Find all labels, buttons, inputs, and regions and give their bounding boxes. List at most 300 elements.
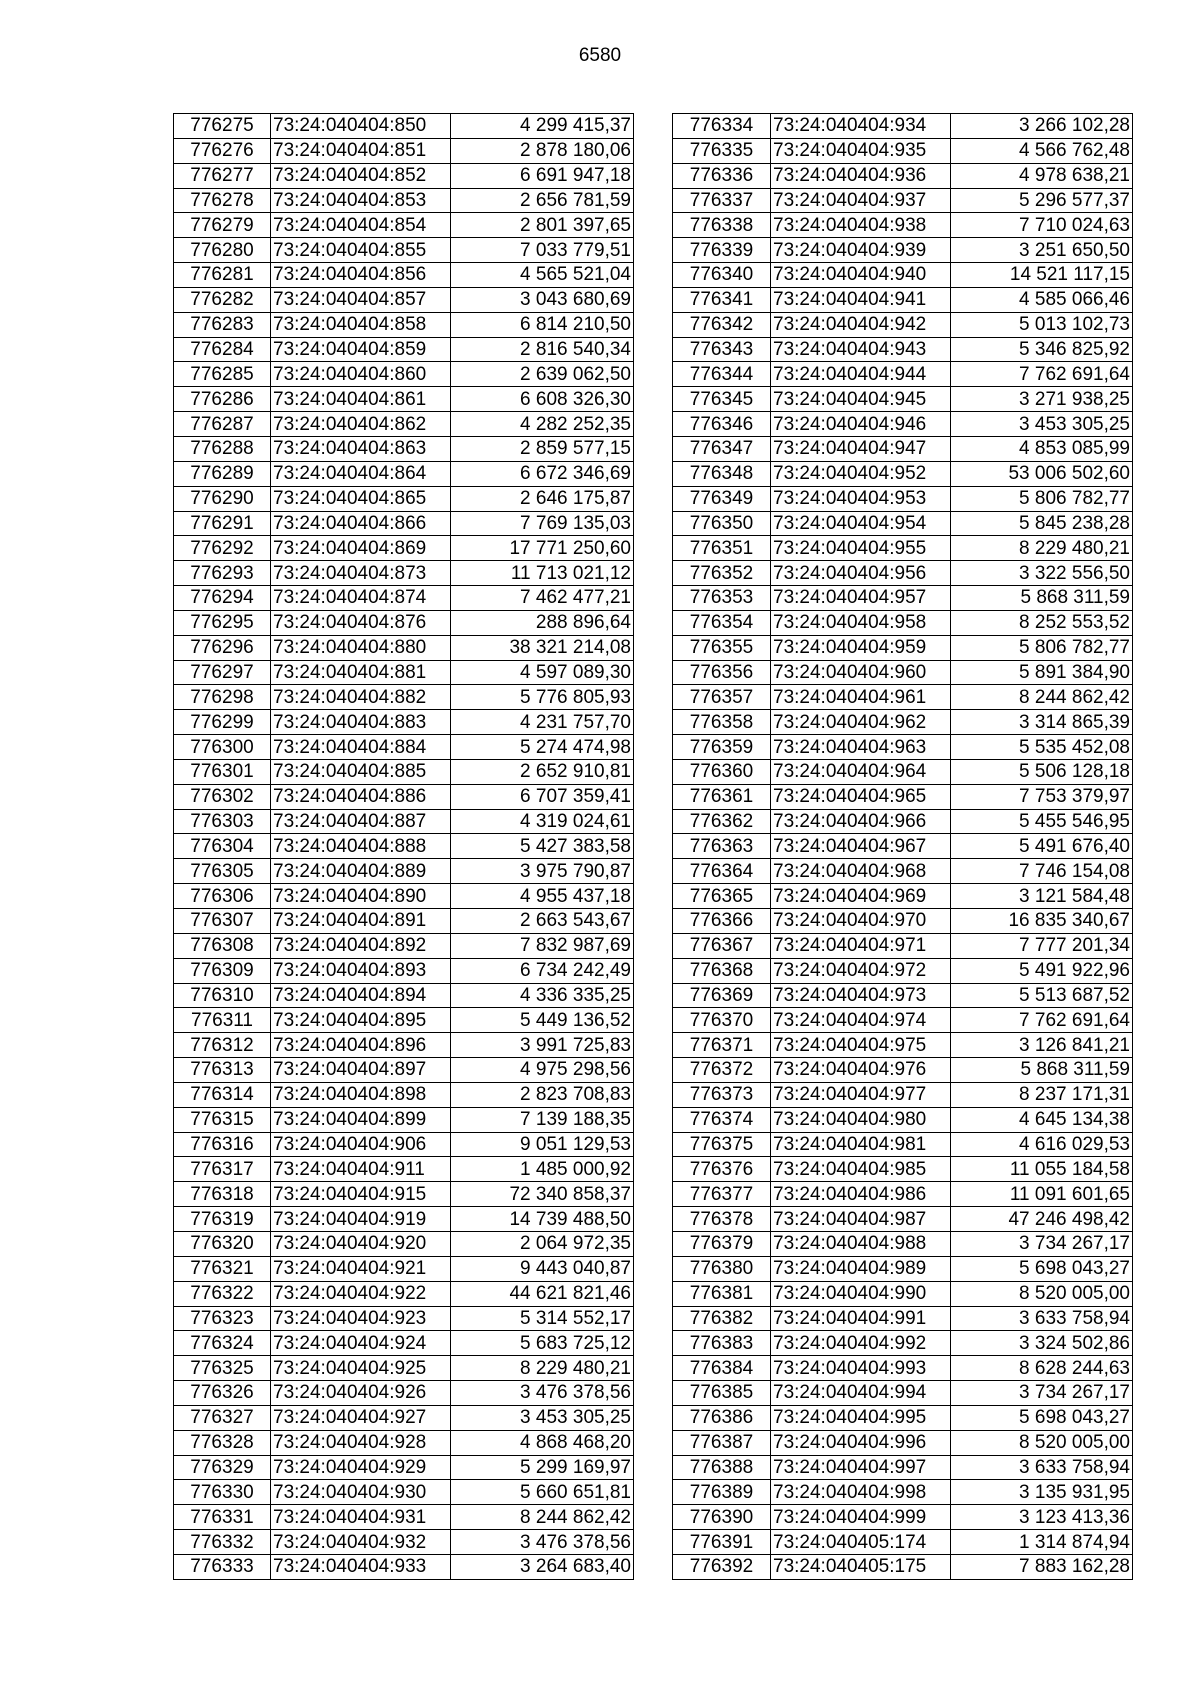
row-number-cell: 776374 (673, 1107, 771, 1132)
value-cell: 4 299 415,37 (451, 114, 634, 139)
cadastral-number-cell: 73:24:040404:960 (771, 660, 951, 685)
value-cell: 2 663 543,67 (451, 909, 634, 934)
table-row (174, 1058, 634, 1083)
value-cell: 4 978 638,21 (951, 163, 1133, 188)
value-cell: 8 520 005,00 (951, 1430, 1133, 1455)
table-row (673, 1082, 1133, 1107)
row-number-cell: 776283 (174, 312, 271, 337)
row-number-cell: 776277 (174, 163, 271, 188)
cadastral-number-cell: 73:24:040404:932 (271, 1530, 451, 1555)
table-row (174, 834, 634, 859)
table-row (673, 909, 1133, 934)
value-cell: 5 845 238,28 (951, 511, 1133, 536)
cadastral-number-cell: 73:24:040404:974 (771, 1008, 951, 1033)
cadastral-number-cell: 73:24:040404:945 (771, 387, 951, 412)
table-row (673, 1256, 1133, 1281)
value-cell: 5 013 102,73 (951, 312, 1133, 337)
table-row (673, 1306, 1133, 1331)
cadastral-number-cell: 73:24:040404:921 (271, 1256, 451, 1281)
row-number-cell: 776298 (174, 685, 271, 710)
value-cell: 14 739 488,50 (451, 1207, 634, 1232)
row-number-cell: 776353 (673, 586, 771, 611)
value-cell: 3 975 790,87 (451, 859, 634, 884)
table-row (673, 387, 1133, 412)
row-number-cell: 776284 (174, 337, 271, 362)
cadastral-number-cell: 73:24:040404:915 (271, 1182, 451, 1207)
cadastral-number-cell: 73:24:040404:887 (271, 809, 451, 834)
table-row (673, 1554, 1133, 1579)
table-row (673, 933, 1133, 958)
page-number: 6580 (578, 45, 622, 66)
table-row (673, 1033, 1133, 1058)
row-number-cell: 776306 (174, 884, 271, 909)
row-number-cell: 776388 (673, 1455, 771, 1480)
table-row (673, 1505, 1133, 1530)
value-cell: 1 314 874,94 (951, 1530, 1133, 1555)
value-cell: 16 835 340,67 (951, 909, 1133, 934)
table-row (174, 1381, 634, 1406)
table-row (673, 312, 1133, 337)
cadastral-number-cell: 73:24:040404:997 (771, 1455, 951, 1480)
table-row (174, 1207, 634, 1232)
table-row (174, 759, 634, 784)
table-row (673, 461, 1133, 486)
value-cell: 5 455 546,95 (951, 809, 1133, 834)
value-cell: 3 453 305,25 (451, 1405, 634, 1430)
row-number-cell: 776346 (673, 412, 771, 437)
table-row (673, 1207, 1133, 1232)
value-cell: 2 801 397,65 (451, 213, 634, 238)
row-number-cell: 776308 (174, 933, 271, 958)
row-number-cell: 776357 (673, 685, 771, 710)
cadastral-number-cell: 73:24:040404:853 (271, 188, 451, 213)
row-number-cell: 776382 (673, 1306, 771, 1331)
value-cell: 3 324 502,86 (951, 1331, 1133, 1356)
table-row (174, 1430, 634, 1455)
cadastral-number-cell: 73:24:040404:940 (771, 263, 951, 288)
table-row (174, 511, 634, 536)
value-cell: 5 806 782,77 (951, 486, 1133, 511)
value-cell: 44 621 821,46 (451, 1281, 634, 1306)
table-row (174, 909, 634, 934)
table-row (174, 387, 634, 412)
row-number-cell: 776279 (174, 213, 271, 238)
row-number-cell: 776336 (673, 163, 771, 188)
table-row (174, 735, 634, 760)
row-number-cell: 776278 (174, 188, 271, 213)
cadastral-number-cell: 73:24:040404:925 (271, 1356, 451, 1381)
cadastral-number-cell: 73:24:040404:976 (771, 1058, 951, 1083)
value-cell: 1 485 000,92 (451, 1157, 634, 1182)
table-row (673, 163, 1133, 188)
cadastral-number-cell: 73:24:040404:934 (771, 114, 951, 139)
cadastral-number-cell: 73:24:040404:895 (271, 1008, 451, 1033)
cadastral-number-cell: 73:24:040404:858 (271, 312, 451, 337)
table-row (174, 1306, 634, 1331)
cadastral-number-cell: 73:24:040404:981 (771, 1132, 951, 1157)
value-cell: 5 535 452,08 (951, 735, 1133, 760)
value-cell: 7 832 987,69 (451, 933, 634, 958)
table-row (174, 1182, 634, 1207)
value-cell: 14 521 117,15 (951, 263, 1133, 288)
cadastral-number-cell: 73:24:040404:959 (771, 635, 951, 660)
cadastral-number-cell: 73:24:040404:880 (271, 635, 451, 660)
value-cell: 3 043 680,69 (451, 287, 634, 312)
table-row (174, 685, 634, 710)
value-cell: 11 713 021,12 (451, 561, 634, 586)
cadastral-number-cell: 73:24:040404:966 (771, 809, 951, 834)
cadastral-number-cell: 73:24:040404:864 (271, 461, 451, 486)
cadastral-number-cell: 73:24:040404:881 (271, 660, 451, 685)
table-row (174, 287, 634, 312)
table-row (673, 412, 1133, 437)
table-row (174, 1356, 634, 1381)
cadastral-number-cell: 73:24:040404:963 (771, 735, 951, 760)
value-cell: 11 091 601,65 (951, 1182, 1133, 1207)
table-row (174, 412, 634, 437)
cadastral-number-cell: 73:24:040404:980 (771, 1107, 951, 1132)
cadastral-number-cell: 73:24:040404:947 (771, 436, 951, 461)
table-row (673, 1231, 1133, 1256)
value-cell: 2 816 540,34 (451, 337, 634, 362)
value-cell: 5 660 651,81 (451, 1480, 634, 1505)
row-number-cell: 776285 (174, 362, 271, 387)
cadastral-number-cell: 73:24:040404:946 (771, 412, 951, 437)
row-number-cell: 776335 (673, 138, 771, 163)
table-row (174, 983, 634, 1008)
value-cell: 3 121 584,48 (951, 884, 1133, 909)
row-number-cell: 776390 (673, 1505, 771, 1530)
value-cell: 8 252 553,52 (951, 610, 1133, 635)
value-cell: 6 734 242,49 (451, 958, 634, 983)
row-number-cell: 776355 (673, 635, 771, 660)
row-number-cell: 776287 (174, 412, 271, 437)
table-row (174, 884, 634, 909)
row-number-cell: 776360 (673, 759, 771, 784)
cadastral-number-cell: 73:24:040404:991 (771, 1306, 951, 1331)
value-cell: 6 672 346,69 (451, 461, 634, 486)
table-row (174, 1157, 634, 1182)
row-number-cell: 776381 (673, 1281, 771, 1306)
cadastral-number-cell: 73:24:040404:896 (271, 1033, 451, 1058)
row-number-cell: 776366 (673, 909, 771, 934)
row-number-cell: 776295 (174, 610, 271, 635)
value-cell: 3 476 378,56 (451, 1381, 634, 1406)
row-number-cell: 776291 (174, 511, 271, 536)
value-cell: 8 244 862,42 (951, 685, 1133, 710)
cadastral-number-cell: 73:24:040404:884 (271, 735, 451, 760)
table-row (174, 1530, 634, 1555)
value-cell: 53 006 502,60 (951, 461, 1133, 486)
row-number-cell: 776358 (673, 710, 771, 735)
row-number-cell: 776328 (174, 1430, 271, 1455)
value-cell: 5 513 687,52 (951, 983, 1133, 1008)
value-cell: 5 506 128,18 (951, 759, 1133, 784)
value-cell: 3 322 556,50 (951, 561, 1133, 586)
table-row (673, 486, 1133, 511)
value-cell: 3 633 758,94 (951, 1306, 1133, 1331)
registry-table-body (174, 114, 634, 1580)
table-row (174, 561, 634, 586)
row-number-cell: 776380 (673, 1256, 771, 1281)
cadastral-number-cell: 73:24:040405:175 (771, 1554, 951, 1579)
table-row (174, 1455, 634, 1480)
value-cell: 3 476 378,56 (451, 1530, 634, 1555)
value-cell: 5 776 805,93 (451, 685, 634, 710)
value-cell: 2 652 910,81 (451, 759, 634, 784)
cadastral-number-cell: 73:24:040404:988 (771, 1231, 951, 1256)
cadastral-number-cell: 73:24:040404:890 (271, 884, 451, 909)
row-number-cell: 776367 (673, 933, 771, 958)
row-number-cell: 776338 (673, 213, 771, 238)
table-row (174, 188, 634, 213)
row-number-cell: 776297 (174, 660, 271, 685)
cadastral-number-cell: 73:24:040404:861 (271, 387, 451, 412)
table-row (673, 337, 1133, 362)
value-cell: 2 859 577,15 (451, 436, 634, 461)
value-cell: 47 246 498,42 (951, 1207, 1133, 1232)
table-row (673, 436, 1133, 461)
cadastral-number-cell: 73:24:040404:899 (271, 1107, 451, 1132)
cadastral-number-cell: 73:24:040404:860 (271, 362, 451, 387)
cadastral-number-cell: 73:24:040404:952 (771, 461, 951, 486)
cadastral-number-cell: 73:24:040404:856 (271, 263, 451, 288)
value-cell: 3 991 725,83 (451, 1033, 634, 1058)
value-cell: 9 051 129,53 (451, 1132, 634, 1157)
value-cell: 17 771 250,60 (451, 536, 634, 561)
table-row (174, 138, 634, 163)
table-row (673, 1058, 1133, 1083)
table-row (673, 263, 1133, 288)
cadastral-number-cell: 73:24:040404:906 (271, 1132, 451, 1157)
value-cell: 5 274 474,98 (451, 735, 634, 760)
row-number-cell: 776330 (174, 1480, 271, 1505)
cadastral-number-cell: 73:24:040404:874 (271, 586, 451, 611)
table-row (174, 163, 634, 188)
value-cell: 4 853 085,99 (951, 436, 1133, 461)
value-cell: 7 769 135,03 (451, 511, 634, 536)
row-number-cell: 776386 (673, 1405, 771, 1430)
value-cell: 4 597 089,30 (451, 660, 634, 685)
table-row (673, 710, 1133, 735)
value-cell: 5 868 311,59 (951, 1058, 1133, 1083)
row-number-cell: 776309 (174, 958, 271, 983)
row-number-cell: 776282 (174, 287, 271, 312)
value-cell: 72 340 858,37 (451, 1182, 634, 1207)
value-cell: 3 734 267,17 (951, 1231, 1133, 1256)
row-number-cell: 776331 (174, 1505, 271, 1530)
table-row (673, 586, 1133, 611)
row-number-cell: 776304 (174, 834, 271, 859)
value-cell: 8 628 244,63 (951, 1356, 1133, 1381)
cadastral-number-cell: 73:24:040404:927 (271, 1405, 451, 1430)
row-number-cell: 776312 (174, 1033, 271, 1058)
value-cell: 3 126 841,21 (951, 1033, 1133, 1058)
value-cell: 3 135 931,95 (951, 1480, 1133, 1505)
row-number-cell: 776319 (174, 1207, 271, 1232)
row-number-cell: 776288 (174, 436, 271, 461)
row-number-cell: 776334 (673, 114, 771, 139)
table-row (673, 114, 1133, 139)
table-row (673, 1157, 1133, 1182)
value-cell: 6 691 947,18 (451, 163, 634, 188)
value-cell: 9 443 040,87 (451, 1256, 634, 1281)
row-number-cell: 776333 (174, 1554, 271, 1579)
value-cell: 8 244 862,42 (451, 1505, 634, 1530)
cadastral-number-cell: 73:24:040404:930 (271, 1480, 451, 1505)
cadastral-number-cell: 73:24:040404:926 (271, 1381, 451, 1406)
cadastral-number-cell: 73:24:040404:973 (771, 983, 951, 1008)
row-number-cell: 776329 (174, 1455, 271, 1480)
cadastral-number-cell: 73:24:040404:928 (271, 1430, 451, 1455)
cadastral-number-cell: 73:24:040404:977 (771, 1082, 951, 1107)
cadastral-number-cell: 73:24:040404:857 (271, 287, 451, 312)
row-number-cell: 776392 (673, 1554, 771, 1579)
cadastral-number-cell: 73:24:040404:885 (271, 759, 451, 784)
table-row (673, 1405, 1133, 1430)
cadastral-number-cell: 73:24:040404:985 (771, 1157, 951, 1182)
row-number-cell: 776351 (673, 536, 771, 561)
row-number-cell: 776289 (174, 461, 271, 486)
table-row (174, 1480, 634, 1505)
table-row (174, 660, 634, 685)
row-number-cell: 776365 (673, 884, 771, 909)
value-cell: 6 608 326,30 (451, 387, 634, 412)
row-number-cell: 776384 (673, 1356, 771, 1381)
row-number-cell: 776369 (673, 983, 771, 1008)
table-row (673, 1132, 1133, 1157)
value-cell: 7 033 779,51 (451, 238, 634, 263)
cadastral-number-cell: 73:24:040404:863 (271, 436, 451, 461)
value-cell: 7 777 201,34 (951, 933, 1133, 958)
row-number-cell: 776352 (673, 561, 771, 586)
table-row (673, 834, 1133, 859)
table-row (174, 809, 634, 834)
table-row (673, 735, 1133, 760)
table-row (174, 337, 634, 362)
cadastral-number-cell: 73:24:040404:922 (271, 1281, 451, 1306)
cadastral-number-cell: 73:24:040404:852 (271, 163, 451, 188)
row-number-cell: 776362 (673, 809, 771, 834)
row-number-cell: 776344 (673, 362, 771, 387)
value-cell: 4 975 298,56 (451, 1058, 634, 1083)
row-number-cell: 776300 (174, 735, 271, 760)
value-cell: 5 491 676,40 (951, 834, 1133, 859)
table-row (673, 958, 1133, 983)
table-row (673, 138, 1133, 163)
row-number-cell: 776341 (673, 287, 771, 312)
cadastral-number-cell: 73:24:040404:865 (271, 486, 451, 511)
cadastral-number-cell: 73:24:040404:882 (271, 685, 451, 710)
table-row (174, 312, 634, 337)
cadastral-number-cell: 73:24:040404:958 (771, 610, 951, 635)
table-row (673, 188, 1133, 213)
cadastral-number-cell: 73:24:040404:970 (771, 909, 951, 934)
row-number-cell: 776370 (673, 1008, 771, 1033)
value-cell: 3 251 650,50 (951, 238, 1133, 263)
row-number-cell: 776342 (673, 312, 771, 337)
table-row (673, 511, 1133, 536)
cadastral-number-cell: 73:24:040404:957 (771, 586, 951, 611)
cadastral-number-cell: 73:24:040405:174 (771, 1530, 951, 1555)
table-row (673, 1281, 1133, 1306)
row-number-cell: 776339 (673, 238, 771, 263)
value-cell: 288 896,64 (451, 610, 634, 635)
cadastral-number-cell: 73:24:040404:989 (771, 1256, 951, 1281)
table-row (174, 586, 634, 611)
cadastral-number-cell: 73:24:040404:873 (271, 561, 451, 586)
cadastral-number-cell: 73:24:040404:994 (771, 1381, 951, 1406)
table-row (673, 983, 1133, 1008)
cadastral-number-cell: 73:24:040404:969 (771, 884, 951, 909)
row-number-cell: 776327 (174, 1405, 271, 1430)
table-row (673, 238, 1133, 263)
cadastral-number-cell: 73:24:040404:889 (271, 859, 451, 884)
cadastral-number-cell: 73:24:040404:866 (271, 511, 451, 536)
row-number-cell: 776299 (174, 710, 271, 735)
table-row (174, 710, 634, 735)
row-number-cell: 776340 (673, 263, 771, 288)
cadastral-number-cell: 73:24:040404:936 (771, 163, 951, 188)
value-cell: 7 462 477,21 (451, 586, 634, 611)
row-number-cell: 776361 (673, 784, 771, 809)
table-row (673, 1530, 1133, 1555)
row-number-cell: 776290 (174, 486, 271, 511)
cadastral-number-cell: 73:24:040404:888 (271, 834, 451, 859)
value-cell: 4 319 024,61 (451, 809, 634, 834)
cadastral-number-cell: 73:24:040404:941 (771, 287, 951, 312)
value-cell: 2 823 708,83 (451, 1082, 634, 1107)
table-row (174, 1082, 634, 1107)
table-row (174, 1256, 634, 1281)
cadastral-number-cell: 73:24:040404:968 (771, 859, 951, 884)
cadastral-number-cell: 73:24:040404:944 (771, 362, 951, 387)
row-number-cell: 776326 (174, 1381, 271, 1406)
cadastral-number-cell: 73:24:040404:933 (271, 1554, 451, 1579)
value-cell: 4 645 134,38 (951, 1107, 1133, 1132)
row-number-cell: 776321 (174, 1256, 271, 1281)
row-number-cell: 776376 (673, 1157, 771, 1182)
row-number-cell: 776307 (174, 909, 271, 934)
value-cell: 4 336 335,25 (451, 983, 634, 1008)
value-cell: 4 868 468,20 (451, 1430, 634, 1455)
table-row (174, 958, 634, 983)
table-row (673, 1480, 1133, 1505)
cadastral-number-cell: 73:24:040404:962 (771, 710, 951, 735)
cadastral-number-cell: 73:24:040404:990 (771, 1281, 951, 1306)
cadastral-number-cell: 73:24:040404:924 (271, 1331, 451, 1356)
table-row (174, 610, 634, 635)
table-row (673, 610, 1133, 635)
table-row (174, 1008, 634, 1033)
value-cell: 3 453 305,25 (951, 412, 1133, 437)
row-number-cell: 776354 (673, 610, 771, 635)
value-cell: 4 616 029,53 (951, 1132, 1133, 1157)
row-number-cell: 776377 (673, 1182, 771, 1207)
row-number-cell: 776315 (174, 1107, 271, 1132)
cadastral-number-cell: 73:24:040404:975 (771, 1033, 951, 1058)
row-number-cell: 776356 (673, 660, 771, 685)
table-row (174, 784, 634, 809)
cadastral-number-cell: 73:24:040404:892 (271, 933, 451, 958)
cadastral-number-cell: 73:24:040404:943 (771, 337, 951, 362)
row-number-cell: 776325 (174, 1356, 271, 1381)
cadastral-number-cell: 73:24:040404:911 (271, 1157, 451, 1182)
row-number-cell: 776350 (673, 511, 771, 536)
table-row (174, 635, 634, 660)
cadastral-number-cell: 73:24:040404:996 (771, 1430, 951, 1455)
row-number-cell: 776296 (174, 635, 271, 660)
